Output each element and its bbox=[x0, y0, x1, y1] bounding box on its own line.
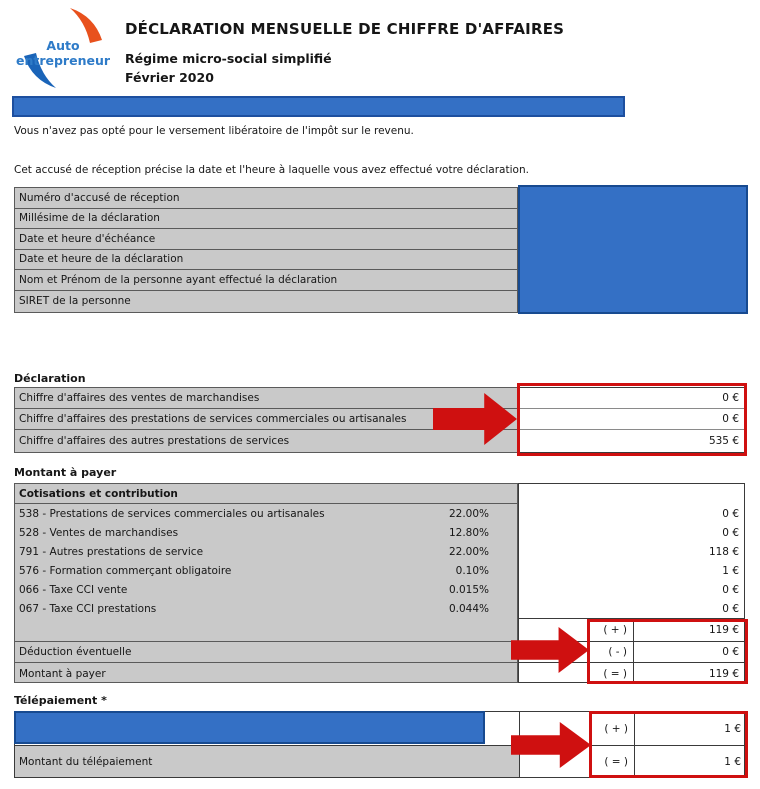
deduction-label: Déduction éventuelle bbox=[15, 641, 517, 662]
value-cell: 119 € bbox=[708, 667, 739, 680]
operator-plus: ( + ) bbox=[519, 619, 634, 641]
cotisation-label: 067 - Taxe CCI prestations bbox=[19, 602, 157, 615]
receipt-info-labels bbox=[14, 187, 518, 313]
cotisation-values-cell bbox=[519, 484, 744, 618]
logo-line2: entrepreneur bbox=[15, 53, 111, 68]
montant-table bbox=[14, 483, 745, 683]
cotisation-label: 576 - Formation commerçant obligatoire bbox=[19, 564, 232, 577]
table-row bbox=[15, 504, 517, 523]
table-row: Numéro d'accusé de réception bbox=[15, 188, 517, 209]
value-cell: 0 € bbox=[722, 583, 739, 596]
operator-plus: ( + ) bbox=[520, 712, 635, 745]
redaction-block-label bbox=[14, 711, 485, 744]
value-cell: 1 € bbox=[724, 722, 741, 735]
value-cell: 118 € bbox=[708, 545, 739, 558]
operator-minus: ( - ) bbox=[519, 642, 634, 662]
cotisation-label: 066 - Taxe CCI vente bbox=[19, 583, 128, 596]
declaration-period: Février 2020 bbox=[125, 70, 214, 85]
table-row: Nom et Prénom de la personne ayant effectué la déclaration bbox=[15, 270, 517, 291]
receipt-info-table bbox=[14, 187, 745, 313]
table-row bbox=[15, 542, 517, 561]
auto-entrepreneur-logo bbox=[10, 6, 116, 90]
value-cell: 0 € bbox=[722, 507, 739, 520]
value-cell: 1 € bbox=[722, 564, 739, 577]
cotisation-rate: 22.00% bbox=[448, 545, 489, 558]
value-cell: 119 € bbox=[708, 624, 739, 636]
telepaiement-amount-label: Montant du télépaiement bbox=[15, 745, 519, 777]
table-row: Chiffre d'affaires des autres prestations de services bbox=[15, 430, 517, 452]
table-row bbox=[15, 580, 517, 599]
value-cell: 0 € bbox=[519, 388, 744, 409]
telepaiement-labels bbox=[15, 712, 519, 777]
cotisations-labels bbox=[14, 483, 518, 683]
cotisation-rate: 0.10% bbox=[455, 564, 489, 577]
value-cell: 535 € bbox=[708, 435, 739, 447]
section-title-montant: Montant à payer bbox=[14, 466, 117, 479]
page-subtitle: Régime micro-social simplifié bbox=[125, 51, 332, 66]
table-row: Chiffre d'affaires des ventes de marchandises bbox=[15, 388, 517, 409]
logo-text bbox=[10, 38, 116, 68]
cotisation-label: 791 - Autres prestations de service bbox=[19, 545, 204, 558]
table-row bbox=[15, 523, 517, 542]
cotisation-rate: 0.044% bbox=[448, 602, 489, 615]
cotisation-rate: 12.80% bbox=[448, 526, 489, 539]
empty-cell bbox=[15, 618, 517, 641]
telepaiement-table bbox=[14, 711, 745, 778]
table-row: SIRET de la personne bbox=[15, 291, 517, 312]
red-arrow-icon-declaration bbox=[433, 393, 517, 449]
section-title-declaration: Déclaration bbox=[14, 372, 86, 385]
red-arrow-icon-telepaiement bbox=[511, 722, 591, 772]
operator-equals: ( = ) bbox=[519, 663, 634, 684]
operator-equals: ( = ) bbox=[520, 746, 635, 777]
logo-line1: Auto bbox=[46, 38, 80, 53]
cotisation-label: 528 - Ventes de marchandises bbox=[19, 526, 179, 539]
declaration-values bbox=[518, 387, 745, 453]
value-cell: 1 € bbox=[724, 755, 741, 768]
value-cell: 0 € bbox=[722, 602, 739, 615]
cotisation-label: 538 - Prestations de services commerciales ou artisanales bbox=[19, 507, 325, 520]
red-arrow-icon-montant bbox=[511, 627, 589, 677]
table-row bbox=[15, 712, 519, 745]
page-title: DÉCLARATION MENSUELLE DE CHIFFRE D'AFFAIRES bbox=[125, 20, 565, 38]
value-cell: 0 € bbox=[722, 646, 739, 658]
montant-a-payer-label: Montant à payer bbox=[15, 662, 517, 684]
value-cell: 0 € bbox=[519, 409, 744, 430]
table-row: Millésime de la déclaration bbox=[15, 209, 517, 230]
value-cell: 0 € bbox=[722, 526, 739, 539]
redaction-block-values bbox=[518, 185, 748, 314]
table-row bbox=[15, 599, 517, 618]
redaction-bar-top bbox=[12, 96, 625, 117]
table-row: Date et heure de la déclaration bbox=[15, 250, 517, 271]
intro-line-2: Cet accusé de réception précise la date et l'heure à laquelle vous avez effectué votre déclaration. bbox=[14, 164, 529, 176]
cotisations-header: Cotisations et contribution bbox=[15, 484, 517, 504]
section-title-telepaiement: Télépaiement * bbox=[14, 694, 107, 707]
cotisation-rate: 0.015% bbox=[448, 583, 489, 596]
cotisation-rate: 22.00% bbox=[448, 507, 489, 520]
intro-line-1: Vous n'avez pas opté pour le versement libératoire de l'impôt sur le revenu. bbox=[14, 125, 414, 137]
table-row bbox=[15, 561, 517, 580]
table-row: Date et heure d'échéance bbox=[15, 229, 517, 250]
table-row: Chiffre d'affaires des prestations de services commerciales ou artisanales bbox=[15, 409, 517, 430]
